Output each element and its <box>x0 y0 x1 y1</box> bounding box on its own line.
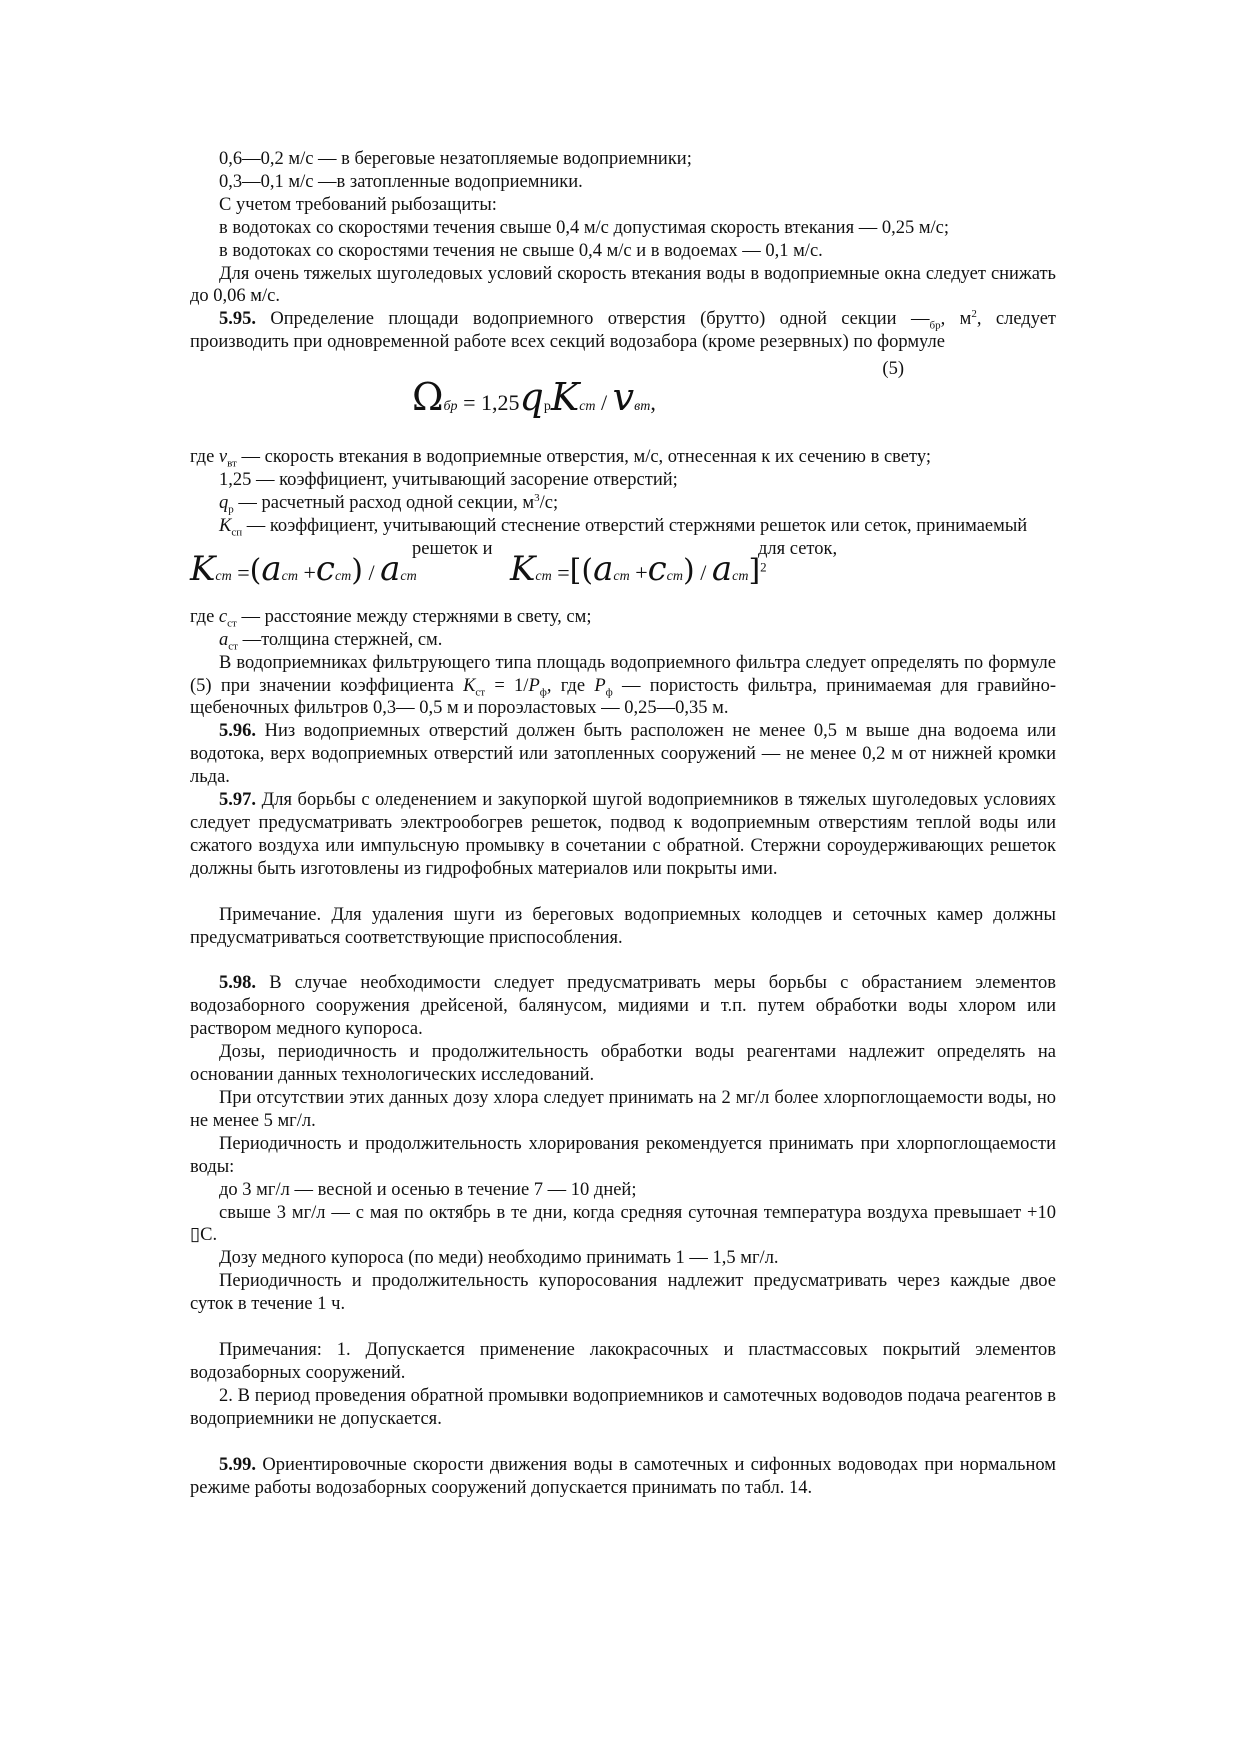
formula-symbol: q <box>519 375 544 420</box>
formula-symbol: v <box>612 375 635 420</box>
section-text: , м <box>940 309 972 330</box>
text-line: в водотоках со скоростями течения не свыше 0,4 м/с и в водоемах — 0,1 м/с. <box>219 240 823 261</box>
formula-symbol: K <box>510 548 536 589</box>
section-number: 5.98. <box>219 973 256 994</box>
section-5-96 <box>190 720 1056 789</box>
text-fragment: = 1/ <box>485 675 529 696</box>
text-line: 0,6—0,2 м/с — в береговые незатопляемые водоприемники; <box>219 149 692 169</box>
section-text: , следует производить при одновременной работе всех секций водозабора (кроме резервных) по формуле <box>190 309 1057 353</box>
section-5-97 <box>190 789 1056 881</box>
note-paragraph: Примечание. Для удаления шуги из береговых водоприемных колодцев и сеточных камер должны предусматриваться соответствующие приспособления. <box>190 904 1056 948</box>
formula-subscript: вт <box>634 399 651 415</box>
text-paragraph: Дозы, периодичность и продолжительность обработки воды реагентами надлежит определять на основании данных технологических исследований. <box>190 1042 1056 1086</box>
text-paragraph: При отсутствии этих данных дозу хлора следует принимать на 2 мг/л более хлорпоглощаемости воды, но не менее 5 мг/л. <box>190 1088 1056 1131</box>
spacer <box>190 949 1056 972</box>
note-paragraph: Примечания: 1. Допускается применение лакокрасочных и пластмассовых покрытий элементов водозаборных сооружений. <box>190 1340 1056 1383</box>
spacer <box>190 1316 1056 1339</box>
grid-label: решеток и <box>412 538 493 559</box>
text-fragment: /с; <box>539 492 559 513</box>
formula-symbol: Ω <box>412 375 444 420</box>
section-number: 5.99. <box>219 1454 256 1475</box>
formula-symbol: a <box>261 548 282 589</box>
variable: v <box>218 447 228 468</box>
text-fragment: , где <box>546 675 595 696</box>
k-formulas <box>190 538 1056 606</box>
section-number: 5.96. <box>219 721 256 742</box>
formula-5 <box>190 354 1056 446</box>
text-fragment: —толщина стержней, см. <box>237 629 443 650</box>
text-line: 1,25 — коэффициент, учитывающий засорение отверстий; <box>219 470 678 491</box>
formula-symbol: K <box>550 375 580 420</box>
variable: K <box>463 675 476 696</box>
formula-subscript: ст <box>215 568 232 584</box>
variable: a <box>219 629 229 650</box>
section-5-99 <box>190 1454 1056 1500</box>
formula-subscript: ст <box>535 568 552 584</box>
text-fragment: — расстояние между стержнями в свету, см; <box>236 606 592 627</box>
formula-text: / <box>368 559 375 585</box>
formula-symbol: K <box>190 548 216 589</box>
note-paragraph: 2. В период проведения обратной промывки водоприемников и самотечных водоводов подача реагентов в водоприемники не допускается. <box>190 1385 1056 1429</box>
formula-text: / <box>601 390 608 416</box>
formula-text: = <box>557 559 570 585</box>
variable: c <box>218 606 228 627</box>
text-fragment: где <box>190 606 219 627</box>
text-fragment: — пористость фильтра, принимаемая для гравийно-щебеночных фильтров 0,3— 0,5 м и пороэластовых — 0,25—0,35 м. <box>190 675 1056 719</box>
formula-subscript: ст <box>400 568 417 584</box>
section-5-98 <box>190 972 1056 1041</box>
subscript: ст <box>227 617 237 630</box>
formula-symbol: c <box>647 548 667 589</box>
text-paragraph: Периодичность и продолжительность купоросования надлежит предусматривать через каждые двое суток в течение 1 ч. <box>190 1271 1056 1315</box>
mesh-k-formula: Kст =[(aст +cст) / aст]$^2$ <box>510 548 767 589</box>
formula-subscript: ст <box>666 568 683 584</box>
document-body <box>190 148 1056 1500</box>
subscript: сп <box>231 526 243 539</box>
text-paragraph: свыше 3 мг/л — с мая по октябрь в те дни, когда средняя суточная температура воздуха превышает +10 ▯С. <box>190 1202 1056 1246</box>
formula-text: = 1,25 <box>463 390 520 416</box>
variable: q <box>219 492 229 513</box>
text-line: Дозу медного купороса (по меди) необходимо принимать 1 — 1,5 мг/л. <box>219 1248 779 1269</box>
variable: K <box>219 515 232 536</box>
formula-symbol: a <box>593 548 614 589</box>
formula-subscript: бр <box>443 399 458 415</box>
formula-symbol: a <box>380 548 401 589</box>
spacer <box>190 881 1056 904</box>
text-line: в водотоках со скоростями течения свыше 0,4 м/с допустимая скорость втекания — 0,25 м/с; <box>219 217 950 238</box>
where-line <box>190 606 1056 629</box>
section-text: Ориентировочные скорости движения воды в самотечных и сифонных водоводах при нормальном режиме работы водозаборных сооружений допускается принимать по табл. 14. <box>190 1454 1057 1498</box>
text-fragment: — расчетный расход одной секции, м <box>233 492 535 513</box>
subscript: ф <box>539 686 547 699</box>
text-line: 0,3—0,1 м/с —в затопленные водоприемники. <box>219 171 583 192</box>
section-text: Низ водоприемных отверстий должен быть расположен не менее 0,5 м выше дна водоема или водотока, верх водоприемных отверстий или затопленных сооружений — не менее 0,2 м от нижней кромки льда. <box>190 721 1057 788</box>
formula-number: (5) <box>882 359 904 380</box>
subscript: бр <box>929 320 941 333</box>
text-paragraph: Для очень тяжелых шуголедовых условий скорость втекания воды в водоприемные окна следует снижать до 0,06 м/с. <box>190 263 1056 307</box>
text-line: С учетом требований рыбозащиты: <box>219 194 497 215</box>
superscript: 3 <box>534 491 540 504</box>
text-fragment: — коэффициент, учитывающий стеснение отверстий стержнями решеток или сеток, принимаемый <box>242 515 1028 536</box>
formula-subscript: р <box>543 399 551 415</box>
grid-k-formula: Kст =(aст +cст) / aст <box>190 548 417 589</box>
text-fragment: — скорость втекания в водоприемные отверстия, м/с, отнесенная к их сечению в свету; <box>236 447 931 468</box>
text-paragraph <box>190 515 1056 538</box>
formula-text: , <box>650 390 656 416</box>
section-text: В случае необходимости следует предусматривать меры борьбы с обрастанием элементов водозаборного сооружения дрейсеной, балянусом, мидиями и т.п. путем обработки воды хлором или раствором медного купороса. <box>190 973 1056 1040</box>
formula-expression <box>412 375 656 420</box>
formula-subscript: ст <box>613 568 630 584</box>
subscript: р <box>228 503 234 516</box>
section-5-95 <box>190 308 1056 354</box>
mesh-label: для сеток, <box>758 538 838 559</box>
section-number: 5.95. <box>219 309 256 330</box>
section-number: 5.97. <box>219 790 256 811</box>
filter-paragraph <box>190 652 1056 721</box>
text-paragraph: Периодичность и продолжительность хлорирования рекомендуется принимать при хлорпоглощаемости воды: <box>190 1133 1056 1177</box>
formula-symbol: a <box>711 548 733 589</box>
section-text: Определение площади водоприемного отверстия (брутто) одной секции — <box>270 309 930 330</box>
subscript: ф <box>605 686 613 699</box>
text-fragment: В водоприемниках фильтрующего типа площадь водоприемного фильтра следует определять по формуле (5) при значении коэффициента <box>190 652 1056 696</box>
formula-text: = <box>237 559 250 585</box>
text-line: до 3 мг/л — весной и осенью в течение 7 — 10 дней; <box>219 1179 637 1200</box>
formula-subscript: ст <box>732 568 749 584</box>
superscript: 2 <box>971 308 977 321</box>
spacer <box>190 1431 1056 1454</box>
text-line <box>190 492 1056 515</box>
variable: P <box>594 675 606 696</box>
text-line <box>190 629 1056 652</box>
formula-superscript: 2 <box>760 559 767 575</box>
formula-symbol: c <box>315 548 335 589</box>
formula-text: + <box>303 559 316 585</box>
variable: P <box>528 675 540 696</box>
formula-subscript: ст <box>579 399 596 415</box>
formula-text: + <box>635 559 648 585</box>
where-line <box>190 446 1056 469</box>
formula-subscript: ст <box>281 568 298 584</box>
text-fragment: где <box>190 447 219 468</box>
formula-text: / <box>700 559 707 585</box>
section-text: Для борьбы с оледенением и закупоркой шугой водоприемников в тяжелых шуголедовых условиях следует предусматривать электрообогрев решеток, подвод к водоприемным отверстиям теплой воды или сжатого воздуха или импульсную промывку в сочетании с обратной. Стержни сороудерживающих решеток должны быть изготовлены из гидрофобных материалов или покрыты ими. <box>190 790 1056 879</box>
subscript: вт <box>227 457 237 470</box>
subscript: ст <box>228 640 238 653</box>
subscript: ст <box>475 686 486 699</box>
formula-subscript: ст <box>334 568 352 584</box>
